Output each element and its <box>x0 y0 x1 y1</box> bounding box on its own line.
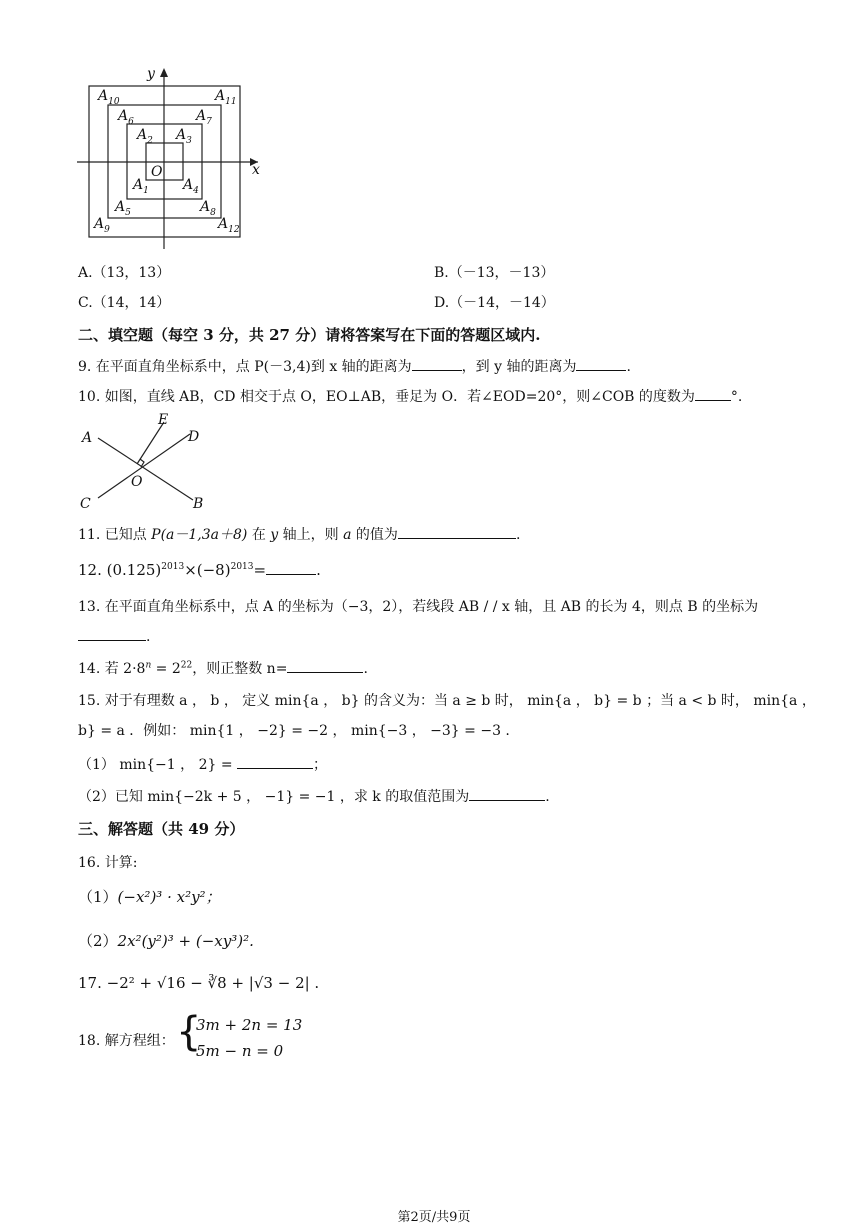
option-c[interactable]: C.（14，14） <box>78 295 171 311</box>
option-b[interactable]: B.（－13，－13） <box>434 265 555 281</box>
question-16-sub1: （1）(−x²)³ · x²y²； <box>78 888 221 906</box>
q14-blank[interactable] <box>287 658 363 673</box>
q15-blank-1[interactable] <box>237 754 313 769</box>
point-a10: $A_{10}$ <box>98 88 120 107</box>
y-axis-label: y <box>147 66 155 82</box>
question-15-sub2: （2）已知 min{−2k + 5 ， −1} = −1 ，求 k 的取值范围为 . <box>78 786 550 806</box>
question-17: 17. −2² + √16 − ∛8 + |√3 − 2| . <box>78 974 320 992</box>
equation-1: 3m + 2n = 13 <box>196 1016 303 1034</box>
question-18-label: 18. 解方程组： <box>78 1033 175 1049</box>
system-brace: { <box>176 1009 202 1055</box>
question-15-line2: b} = a ．例如： min{1 ， −2} = −2 ， min{−3 ， −3} = −3 . <box>78 723 510 739</box>
point-a7: $A_7$ <box>196 108 212 127</box>
label-c: C <box>80 496 91 512</box>
equation-2: 5m − n = 0 <box>196 1042 284 1060</box>
q10-blank[interactable] <box>695 386 731 401</box>
q12-blank[interactable] <box>266 560 316 575</box>
point-a1: $A_1$ <box>133 177 149 196</box>
question-13-line2: . <box>78 626 150 645</box>
question-9: 9. 在平面直角坐标系中，点 P(－3,4)到 x 轴的距离为 ，到 y 轴的距离为 . <box>78 356 631 376</box>
label-b: B <box>193 496 204 512</box>
option-d[interactable]: D.（－14，－14） <box>434 295 555 311</box>
point-a9: $A_9$ <box>94 216 110 235</box>
x-axis-label: x <box>252 162 260 178</box>
question-15-line1: 15. 对于有理数 a ， b ， 定义 min{a ， b} 的含义为：当 a ≥ b 时， min{a ， b} = b ；当 a < b 时， min{a ， <box>78 693 816 709</box>
question-14: 14. 若 $2\cdot 8^n = 2^{22}$，则正整数 n= . <box>78 658 368 678</box>
point-a11: $A_{11}$ <box>215 88 237 107</box>
q9-blank-1[interactable] <box>412 356 462 371</box>
q11-blank[interactable] <box>398 524 516 539</box>
option-a[interactable]: A.（13，13） <box>78 265 171 281</box>
label-o: O <box>131 474 143 490</box>
q9-blank-2[interactable] <box>576 356 626 371</box>
ray-oe <box>137 422 164 464</box>
question-12: 12. $(0.125)^{2013}\times(-8)^{2013}=$ . <box>78 561 321 579</box>
point-a6: $A_6$ <box>118 108 134 127</box>
section-2-title: 二、填空题（每空 3 分，共 27 分）请将答案写在下面的答题区域内. <box>78 326 541 344</box>
page-footer: 第2页/共9页 <box>397 1210 471 1225</box>
question-16-sub2: （2）2x²(y²)³ + (−xy³)². <box>78 932 254 950</box>
label-e: E <box>158 412 169 428</box>
label-a: A <box>82 430 93 446</box>
question-13-line1: 13. 在平面直角坐标系中，点 A 的坐标为（−3，2），若线段 AB / / x 轴，且 AB 的长为 4，则点 B 的坐标为 <box>78 599 759 615</box>
section-3-title: 三、解答题（共 49 分） <box>78 820 245 838</box>
point-a12: $A_{12}$ <box>218 216 240 235</box>
point-a2: $A_2$ <box>137 127 153 146</box>
q13-blank[interactable] <box>78 626 146 641</box>
question-16-title: 16. 计算: <box>78 855 138 871</box>
line-ab <box>98 438 193 500</box>
point-a3: $A_3$ <box>176 127 192 146</box>
label-d: D <box>188 429 200 445</box>
question-11: 11. 已知点 P(a－1,3a＋8) 在 y 轴上，则 a 的值为 . <box>78 524 520 544</box>
point-a4: $A_4$ <box>183 177 199 196</box>
q15-blank-2[interactable] <box>469 786 545 801</box>
point-a5: $A_5$ <box>115 199 131 218</box>
point-a8: $A_8$ <box>200 199 216 218</box>
origin-label: O <box>151 164 163 180</box>
question-15-sub1: （1） min{−1 ， 2} = ； <box>78 754 327 774</box>
question-10: 10. 如图，直线 AB，CD 相交于点 O，EO⊥AB，垂足为 O．若∠EOD=20°，则∠COB 的度数为 °. <box>78 386 742 406</box>
